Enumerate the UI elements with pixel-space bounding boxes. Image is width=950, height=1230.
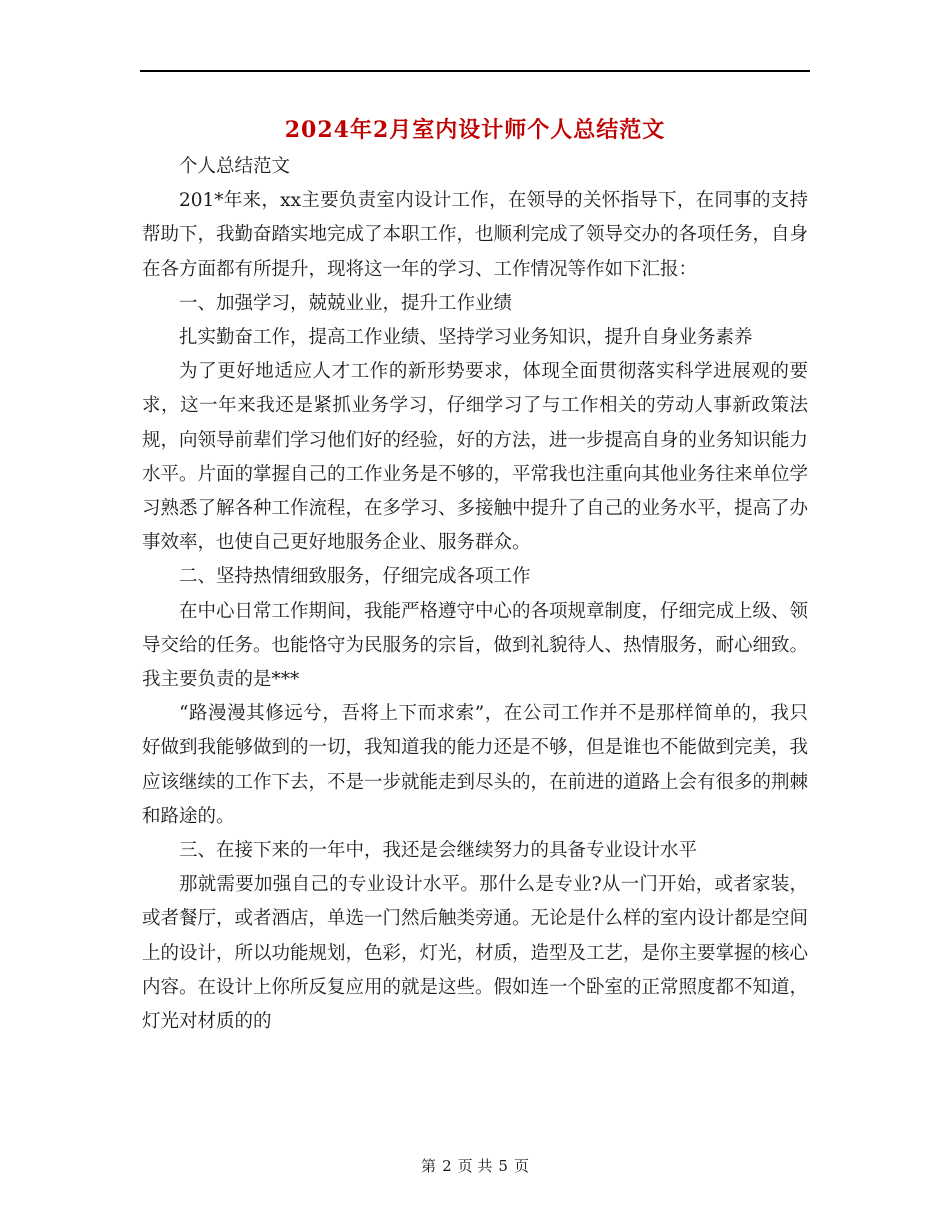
paragraph: 个人总结范文 — [179, 156, 291, 177]
paragraph: 在中心日常工作期间，我能严格遵守中心的各项规章制度，仔细完成上级、领导交给的任务。也能恪守为民服务的宗旨，做到礼貌待人、热情服务，耐心细致。我主要负责的是*** — [142, 600, 809, 691]
footer-prefix: 第 — [421, 1157, 437, 1175]
paragraph: 为了更好地适应人才工作的新形势要求，体现全面贯彻落实科学进展观的要求，这一年来我还是紧抓业务学习，仔细学习了与工作相关的劳动人事新政策法规，向领导前辈们学习他们好的经验，好的方法，进一步提高自身的业务知识能力水平。片面的掌握自己的工作业务是不够的，平常我也注重向其他业务往来单位学习熟悉了解各种工作流程，在多学习、多接触中提升了自己的业务水平，提高了办事效率，也使自己更好地服务企业、服务群众。 — [142, 361, 809, 554]
section-heading: 一、加强学习，兢兢业业，提升工作业绩 — [179, 292, 513, 314]
footer-suffix: 页 — [513, 1157, 529, 1175]
header-rule — [140, 70, 810, 72]
paragraph: 201*年来，xx主要负责室内设计工作，在领导的关怀指导下，在同事的支持帮助下，我勤奋踏实地完成了本职工作，也顺利完成了领导交办的各项任务，自身在各方面都有所提升，现将这一年的学习、工作情况等作如下汇报： — [142, 190, 809, 280]
document-body — [142, 150, 808, 1039]
paragraph: 扎实勤奋工作，提高工作业绩、坚持学习业务知识，提升自身业务素养 — [179, 327, 753, 349]
paragraph: 那就需要加强自己的专业设计水平。那什么是专业?从一门开始，或者家装，或者餐厅，或者酒店，单选一门然后触类旁通。无论是什么样的室内设计都是空间上的设计，所以功能规划，色彩，灯光，材质，造型及工艺，是你主要掌握的核心内容。在设计上你所反复应用的就是这些。假如连一个卧室的正常照度都不知道，灯光对材质的的 — [142, 874, 809, 1033]
section-heading: 三、在接下来的一年中，我还是会继续努力的具备专业设计水平 — [179, 840, 698, 862]
section-heading: 二、坚持热情细致服务，仔细完成各项工作 — [179, 566, 531, 588]
footer-total-pages: 5 — [498, 1157, 508, 1175]
page-footer — [0, 1155, 950, 1176]
paragraph: “路漫漫其修远兮，吾将上下而求索”，在公司工作并不是那样简单的，我只好做到我能够做到的一切，我知道我的能力还是不够，但是谁也不能做到完美，我应该继续的工作下去，不是一步就能走到尽头的，在前进的道路上会有很多的荆棘和路途的。 — [142, 703, 809, 827]
document-title: 2024年2月室内设计师个人总结范文 — [284, 117, 666, 143]
footer-page-number: 2 — [442, 1157, 452, 1175]
footer-middle: 页 共 — [457, 1157, 493, 1175]
